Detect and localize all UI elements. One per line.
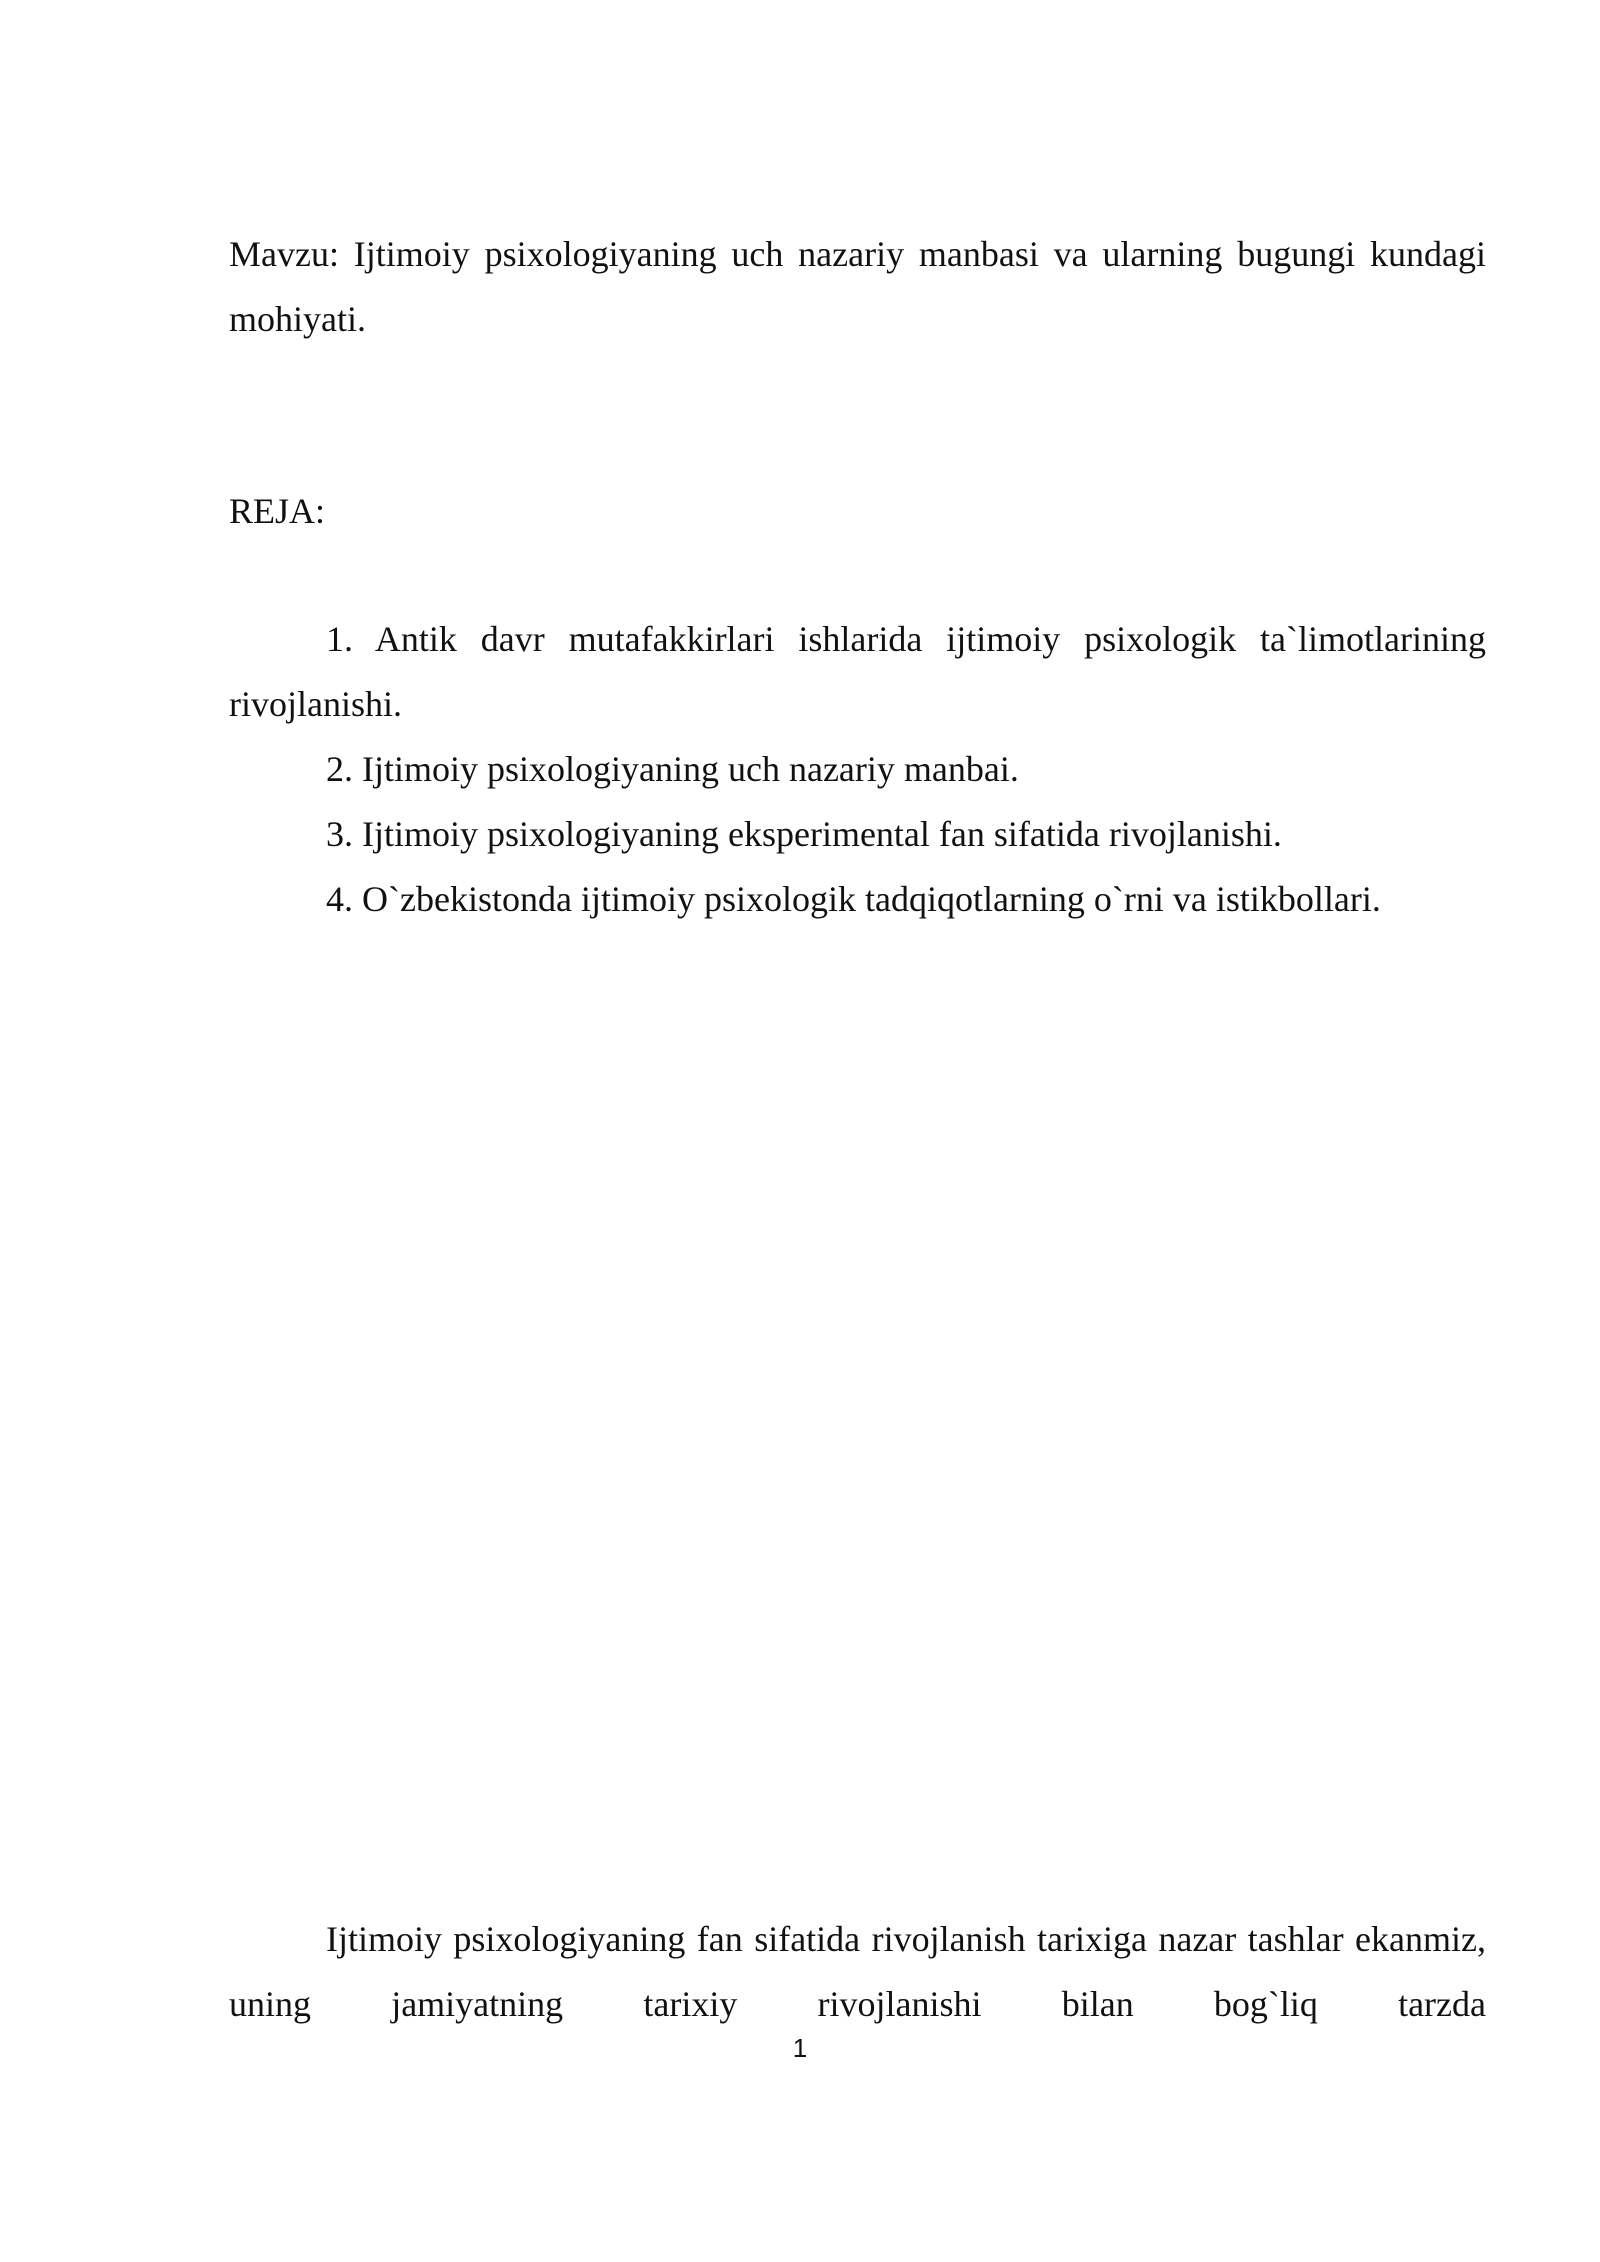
- plan-item-1: 1. Antik davr mutafakkirlari ishlarida ijtimoiy psixologik ta`limotlarining rivojlanishi.: [229, 619, 1486, 724]
- plan-item-3: 3. Ijtimoiy psixologiyaning eksperimental fan sifatida rivojlanishi.: [326, 814, 1282, 854]
- plan-item-4: 4. O`zbekistonda ijtimoiy psixologik tadqiqotlarning o`rni va istikbollari.: [326, 879, 1381, 919]
- plan-heading: REJA:: [229, 491, 326, 531]
- body-paragraph: Ijtimoiy psixologiyaning fan sifatida rivojlanish tarixiga nazar tashlar ekanmiz, uning jamiyatning tarixiy rivojlanishi bilan bog`liq tarzda: [229, 1919, 1486, 2024]
- topic-heading: Mavzu: Ijtimoiy psixologiyaning uch nazariy manbasi va ularning bugungi kundagi mohiyati.: [229, 234, 1486, 339]
- plan-item-2: 2. Ijtimoiy psixologiyaning uch nazariy manbai.: [326, 749, 1019, 789]
- page-number: 1: [792, 2033, 808, 2063]
